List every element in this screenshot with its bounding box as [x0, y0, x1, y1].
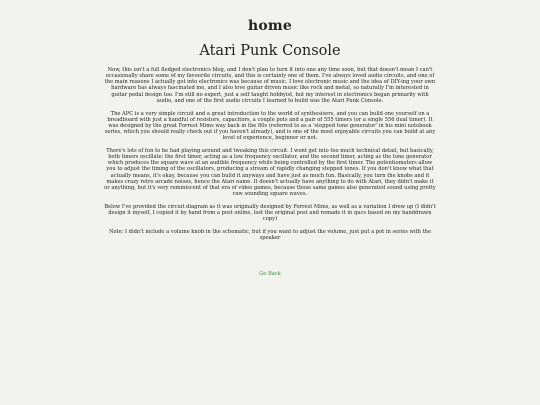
- paragraph: Below I've provided the circuit diagram as it was originally designed by Forrest Mims, as well as a variation I drew up (I didn't design it myself, I copied it by hand from a post online, lost the original post and remade it in qucs based on my handdrawn copy): [104, 203, 436, 223]
- paragraph: Note: I didn't include a volume knob in the schematic, but if you want to adjust the volume, just put a pot in series with the speaker: [108, 228, 432, 241]
- go-back-link[interactable]: Go Back: [259, 271, 281, 278]
- paragraph: There's lots of fun to be had playing around and tweaking this circuit. I wont get into too much technical detail, but basically, both timers oscillate: the first timer, acting as a low frequency oscillator, and the second timer, acting as the tone generator which produces the square wave at an audible frequency while being controlled by the first timer. The potentiometers allow you to adjust the timing of the oscillators, producing a stream of rapidly changing stepped tones. If you don't know what that actually means, it's okay, because you can build it anyways and have just as much fun. Basically, you turn the knobs and it makes crazy retro arcade noises, hence the Atari name. It doesn't actually have anything to do with Atari, they didn't make it or anything, but it's very reminiscent of that era of video games, because those same games also generated sound using pretty raw sounding square waves.: [104, 147, 436, 197]
- paragraph: The APC is a very simple circuit and a great introduction to the world of synthesisers, and you can build one yourself on a breadboard with just a handful of resistors, capacitors, a couple pots and a pair of 555 timers (or a single 556 dual timer). It was designed by the great Forrest Mims way back in the 80s (referred to as a 'stepped tone generator' in his mini notebook series, which you should really check out if you haven't already), and is one of the most enjoyable circuits you can build at any level of experience, beginner or not.: [104, 110, 436, 142]
- home-link[interactable]: home: [247, 18, 293, 34]
- page-title: Atari Punk Console: [199, 43, 341, 59]
- article-body: [104, 67, 436, 241]
- paragraph: Now, this isn't a full fledged electronics blog, and I don't plan to turn it into one any time soon, but that doesn't mean I can't occasionally share some of my favourite circuits, and this is certainly one of them. I've always loved audio circuits, and one of the main reasons I actually got into electronics was because of music. I love electronic music and the idea of DIY-ing your own hardware has always fascinated me, and I also love guitar driven music like rock and metal, so naturally I'm interested in guitar pedal design too. I'm still no expert, just a self taught hobbyist, but my interest in electronics began primarily with audio, and one of the first audio circuits I learned to build was the Atari Punk Console.: [104, 67, 436, 104]
